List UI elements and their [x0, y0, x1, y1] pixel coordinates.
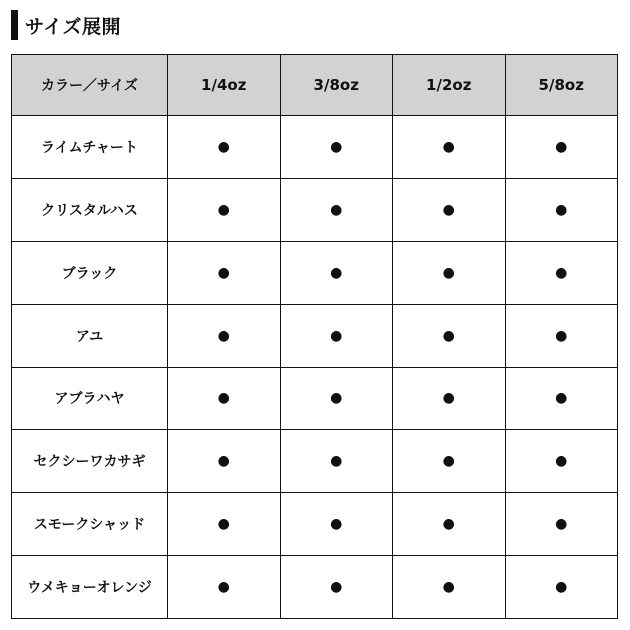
available-dot-icon: ● — [217, 390, 230, 407]
color-name-cell: セクシーワカサギ — [12, 430, 168, 493]
heading-accent-bar — [11, 10, 18, 40]
availability-cell — [168, 367, 281, 430]
available-dot-icon: ● — [555, 201, 568, 218]
availability-cell — [168, 178, 281, 241]
availability-cell — [280, 493, 393, 556]
available-dot-icon: ● — [330, 264, 343, 281]
available-dot-icon: ● — [330, 516, 343, 533]
availability-cell — [280, 430, 393, 493]
color-name-cell: アユ — [12, 304, 168, 367]
availability-cell — [168, 241, 281, 304]
available-dot-icon: ● — [442, 516, 455, 533]
table-row — [12, 367, 618, 430]
availability-cell — [393, 178, 506, 241]
available-dot-icon: ● — [330, 579, 343, 596]
available-dot-icon: ● — [555, 390, 568, 407]
availability-cell — [505, 116, 618, 179]
availability-cell — [393, 430, 506, 493]
availability-cell — [505, 493, 618, 556]
size-header-cell: 1/2oz — [393, 55, 506, 116]
available-dot-icon: ● — [330, 138, 343, 155]
table-row — [12, 430, 618, 493]
availability-cell — [393, 116, 506, 179]
available-dot-icon: ● — [330, 390, 343, 407]
availability-cell — [393, 493, 506, 556]
section-heading — [11, 10, 121, 40]
color-name-cell: クリスタルハス — [12, 178, 168, 241]
availability-cell — [505, 556, 618, 619]
color-name-cell: ウメキョーオレンジ — [12, 556, 168, 619]
table-row — [12, 116, 618, 179]
table-row — [12, 304, 618, 367]
available-dot-icon: ● — [330, 327, 343, 344]
availability-cell — [393, 304, 506, 367]
available-dot-icon: ● — [330, 453, 343, 470]
available-dot-icon: ● — [217, 453, 230, 470]
available-dot-icon: ● — [217, 264, 230, 281]
available-dot-icon: ● — [555, 327, 568, 344]
color-name-cell: スモークシャッド — [12, 493, 168, 556]
available-dot-icon: ● — [555, 516, 568, 533]
available-dot-icon: ● — [555, 453, 568, 470]
section-title: サイズ展開 — [25, 15, 121, 38]
size-header-cell: 3/8oz — [280, 55, 393, 116]
availability-cell — [168, 556, 281, 619]
availability-cell — [168, 430, 281, 493]
available-dot-icon: ● — [442, 390, 455, 407]
table-row — [12, 241, 618, 304]
color-name-cell: ブラック — [12, 241, 168, 304]
available-dot-icon: ● — [442, 453, 455, 470]
availability-cell — [393, 556, 506, 619]
available-dot-icon: ● — [217, 516, 230, 533]
availability-cell — [168, 116, 281, 179]
corner-header-cell: カラー／サイズ — [12, 55, 168, 116]
availability-cell — [168, 304, 281, 367]
table-header-row — [12, 55, 618, 116]
availability-cell — [505, 304, 618, 367]
color-name-cell: アブラハヤ — [12, 367, 168, 430]
availability-cell — [280, 556, 393, 619]
available-dot-icon: ● — [555, 138, 568, 155]
availability-cell — [505, 241, 618, 304]
size-header-cell: 1/4oz — [168, 55, 281, 116]
availability-cell — [280, 241, 393, 304]
table-row — [12, 556, 618, 619]
available-dot-icon: ● — [555, 264, 568, 281]
available-dot-icon: ● — [442, 201, 455, 218]
available-dot-icon: ● — [217, 579, 230, 596]
available-dot-icon: ● — [330, 201, 343, 218]
available-dot-icon: ● — [442, 579, 455, 596]
available-dot-icon: ● — [442, 264, 455, 281]
available-dot-icon: ● — [555, 579, 568, 596]
available-dot-icon: ● — [217, 201, 230, 218]
availability-cell — [505, 178, 618, 241]
color-name-cell: ライムチャート — [12, 116, 168, 179]
availability-cell — [280, 304, 393, 367]
availability-cell — [393, 367, 506, 430]
availability-cell — [168, 493, 281, 556]
availability-cell — [280, 367, 393, 430]
available-dot-icon: ● — [442, 138, 455, 155]
size-header-cell: 5/8oz — [505, 55, 618, 116]
availability-cell — [280, 178, 393, 241]
availability-cell — [505, 367, 618, 430]
table-row — [12, 178, 618, 241]
available-dot-icon: ● — [217, 327, 230, 344]
available-dot-icon: ● — [217, 138, 230, 155]
availability-cell — [280, 116, 393, 179]
availability-cell — [505, 430, 618, 493]
table-row — [12, 493, 618, 556]
available-dot-icon: ● — [442, 327, 455, 344]
availability-cell — [393, 241, 506, 304]
size-availability-table — [11, 54, 618, 619]
